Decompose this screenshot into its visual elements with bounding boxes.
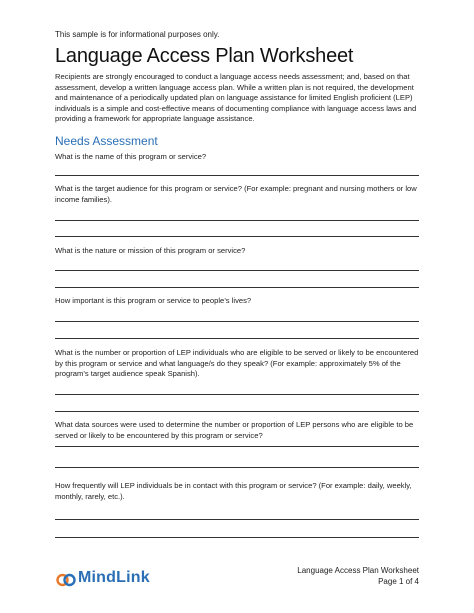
- question-7: How frequently will LEP individuals be in contact with this program or service? (For example: daily, weekly, monthly, rarely, etc.).: [55, 481, 412, 501]
- answer-line[interactable]: [55, 270, 419, 271]
- intro-paragraph: Recipients are strongly encouraged to conduct a language access needs assessment; and, based on that assessment, develop a written language access plan. While a written plan is not required, the development and maintenance of a periodically updated plan on language assistance for limited English proficient (LEP) individuals is a simple and cost-effective means of documenting compliance with language access laws and providing a framework for appropriate language assistance.: [55, 72, 417, 124]
- question-5: What is the number or proportion of LEP individuals who are eligible to be served or likely to be encountered by this program or service and what language/s do they speak? (For example: approximately 5% of the program’s target audience speak Spanish).: [55, 348, 419, 379]
- page-title: Language Access Plan Worksheet: [55, 45, 354, 67]
- answer-line[interactable]: [55, 175, 419, 176]
- answer-line[interactable]: [55, 537, 419, 538]
- informational-notice: This sample is for informational purposes only.: [55, 30, 220, 39]
- answer-line[interactable]: [55, 220, 419, 221]
- answer-line[interactable]: [55, 411, 419, 412]
- question-3: What is the nature or mission of this program or service?: [55, 246, 246, 255]
- question-1: What is the name of this program or service?: [55, 152, 207, 161]
- answer-line[interactable]: [55, 446, 419, 447]
- footer-doc-title: Language Access Plan Worksheet: [297, 566, 419, 575]
- answer-line[interactable]: [55, 467, 419, 468]
- section-heading: Needs Assessment: [55, 134, 158, 148]
- mindlink-logo: [56, 571, 176, 589]
- answer-line[interactable]: [55, 321, 419, 322]
- question-2: What is the target audience for this program or service? (For example: pregnant and nursing mothers or low income families).: [55, 184, 417, 204]
- question-4: How important is this program or service to people’s lives?: [55, 296, 252, 305]
- logo-wordmark: MindLink: [78, 569, 150, 586]
- answer-line[interactable]: [55, 287, 419, 288]
- chain-link-icon: [56, 572, 76, 588]
- question-6: What data sources were used to determine the number or proportion of LEP persons who are eligible to be served or likely to be encountered by this program or service?: [55, 420, 414, 440]
- answer-line[interactable]: [55, 519, 419, 520]
- answer-line[interactable]: [55, 236, 419, 237]
- answer-line[interactable]: [55, 338, 419, 339]
- answer-line[interactable]: [55, 394, 419, 395]
- page-number: Page 1 of 4: [378, 577, 419, 586]
